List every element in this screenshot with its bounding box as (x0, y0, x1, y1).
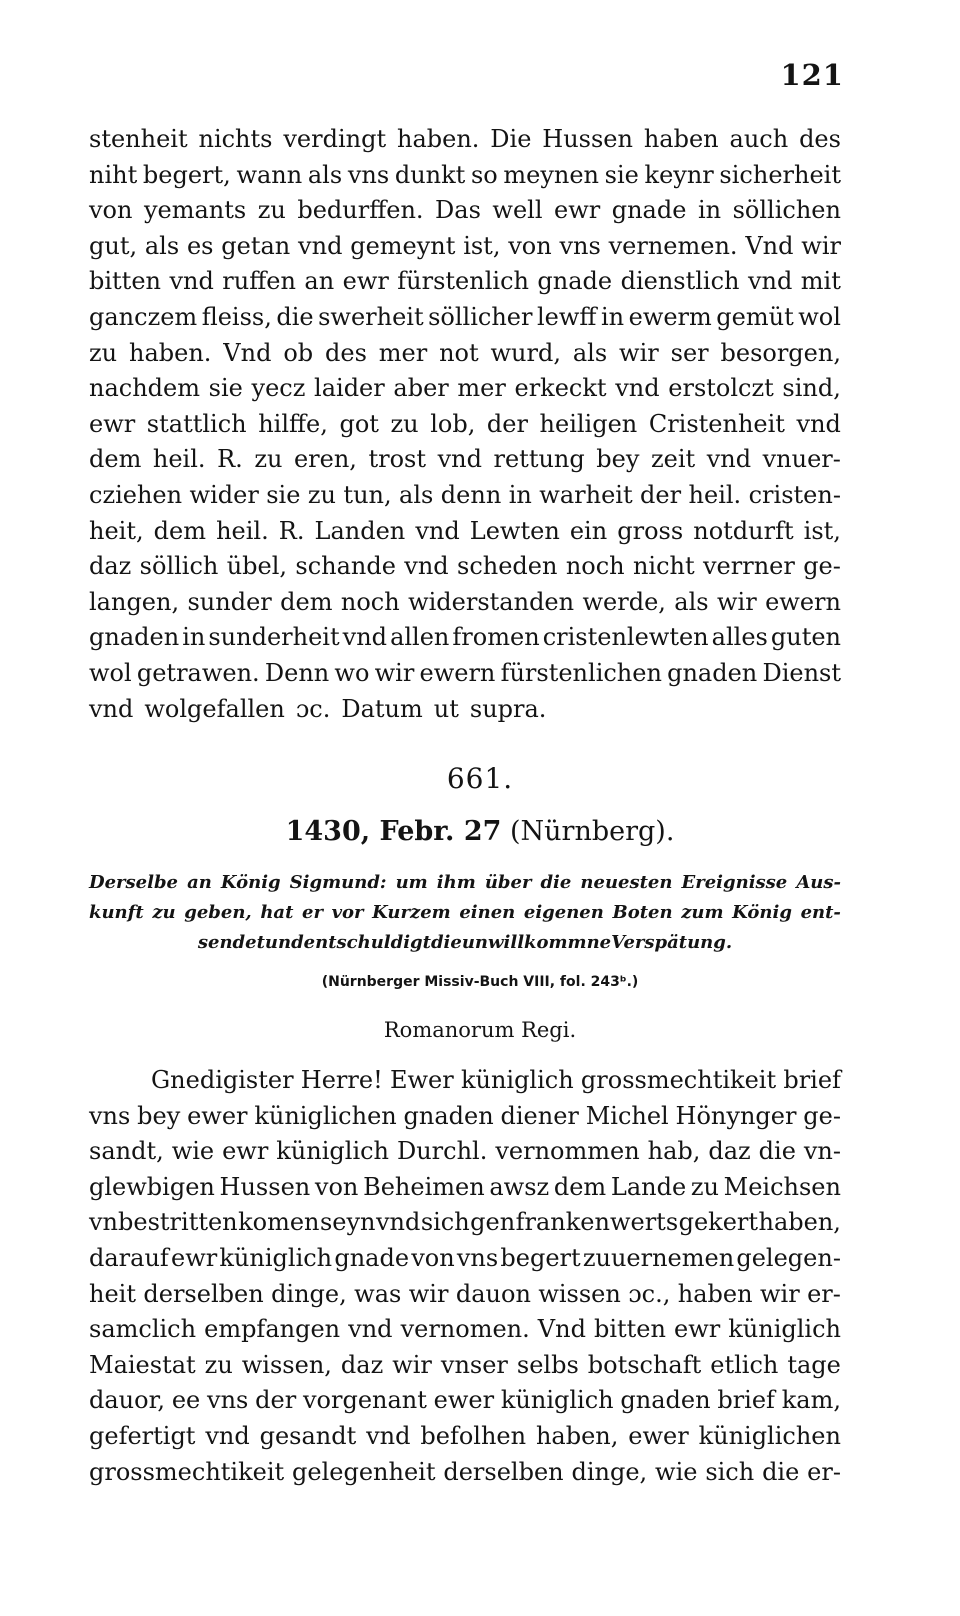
text-line: ewr stattlich hilffe, got zu lob, der heiligen Cristenheit vnd (89, 409, 841, 438)
letter-text (89, 1063, 841, 1490)
text-line: von yemants zu bedurffen. Das well ewr gnade in söllichen (89, 196, 841, 225)
text-line: vns bey ewer küniglichen gnaden diener Michel Hönynger ge- (89, 1101, 841, 1130)
text-line: glewbigen Hussen von Beheimen awsz dem Lande zu Meichsen (89, 1172, 841, 1201)
text-line: heit derselben dinge, was wir dauon wissen ɔc., haben wir er- (89, 1279, 841, 1308)
text-line: vnd wolgefallen ɔc. Datum ut supra. (89, 694, 547, 723)
text-line: zu haben. Vnd ob des mer not wurd, als wir ser besorgen, (89, 338, 841, 367)
document-summary (89, 868, 841, 958)
text-line: Maiestat zu wissen, daz wir vnser selbs botschaft etlich tage (89, 1350, 841, 1379)
text-line: bitten vnd ruffen an ewr fürstenlich gnade dienstlich vnd mit (89, 267, 841, 296)
text-line: heit, dem heil. R. Landen vnd Lewten ein gross notdurft ist, (89, 516, 841, 545)
text-line: vnbestritten komen seyn vnd sich gen frankenwerts gekert haben, (89, 1208, 841, 1237)
summary-line: Derselbe an König Sigmund: um ihm über die neuesten Ereignisse Aus- (89, 872, 841, 893)
text-line: gefertigt vnd gesandt vnd befolhen haben, ewer küniglichen (89, 1421, 841, 1450)
text-line: darauf ewr küniglich gnade von vns begert zuuernemen gelegen- (89, 1243, 841, 1272)
text-line: dauor, ee vns der vorgenant ewer küniglich gnaden brief kam, (89, 1386, 841, 1415)
text-line: niht begert, wann als vns dunkt so meynen sie keynr sicherheit (89, 160, 841, 189)
page-number: 121 (780, 58, 844, 92)
text-line: Gnedigister Herre! Ewer küniglich grossmechtikeit brief (151, 1066, 841, 1094)
summary-line: sendet und entschuldigt die unwillkommne Verspätung. (197, 932, 733, 953)
text-line: grossmechtikeit gelegenheit derselben dinge, wie sich die er- (89, 1457, 841, 1486)
text-line: ganczem fleiss, die swerheit söllicher lewff in ewerm gemüt wol (89, 302, 841, 331)
addressee: Romanorum Regi. (383, 1018, 577, 1042)
text-line: stenheit nichts verdingt haben. Die Hussen haben auch des (89, 125, 841, 153)
text-line: cziehen wider sie zu tun, als denn in warheit der heil. cristen- (89, 480, 841, 509)
text-line: langen, sunder dem noch widerstanden werde, als wir ewern (89, 587, 841, 616)
text-line: nachdem sie yecz laider aber mer erkeckt vnd erstolczt sind, (89, 374, 841, 403)
document-date (0, 816, 960, 847)
text-line: gut, als es getan vnd gemeynt ist, von vns vernemen. Vnd wir (89, 231, 841, 260)
text-line: dem heil. R. zu eren, trost vnd rettung bey zeit vnd vnuer- (89, 445, 841, 474)
date-text: 1430, Febr. 27 (285, 816, 502, 847)
text-line: samclich empfangen vnd vernomen. Vnd bitten ewr küniglich (89, 1315, 841, 1344)
previous-letter-text (89, 122, 841, 727)
summary-line: kunft zu geben, hat er vor Kurzem einen eigenen Boten zum König ent- (89, 902, 841, 923)
text-line: daz söllich übel, schande vnd scheden noch nicht verrner ge- (89, 552, 841, 581)
place-text: (Nürnberg). (510, 816, 675, 847)
text-line: sandt, wie ewr küniglich Durchl. vernommen hab, daz die vn- (89, 1137, 841, 1166)
text-line: gnaden in sunderheit vnd allen fromen cristenlewten alles guten (89, 623, 841, 652)
source-citation: (Nürnberger Missiv-Buch VIII, fol. 243ᵇ.) (321, 974, 639, 990)
text-line: wol getrawen. Denn wo wir ewern fürstenlichen gnaden Dienst (89, 658, 841, 687)
document-number: 661. (446, 762, 514, 795)
